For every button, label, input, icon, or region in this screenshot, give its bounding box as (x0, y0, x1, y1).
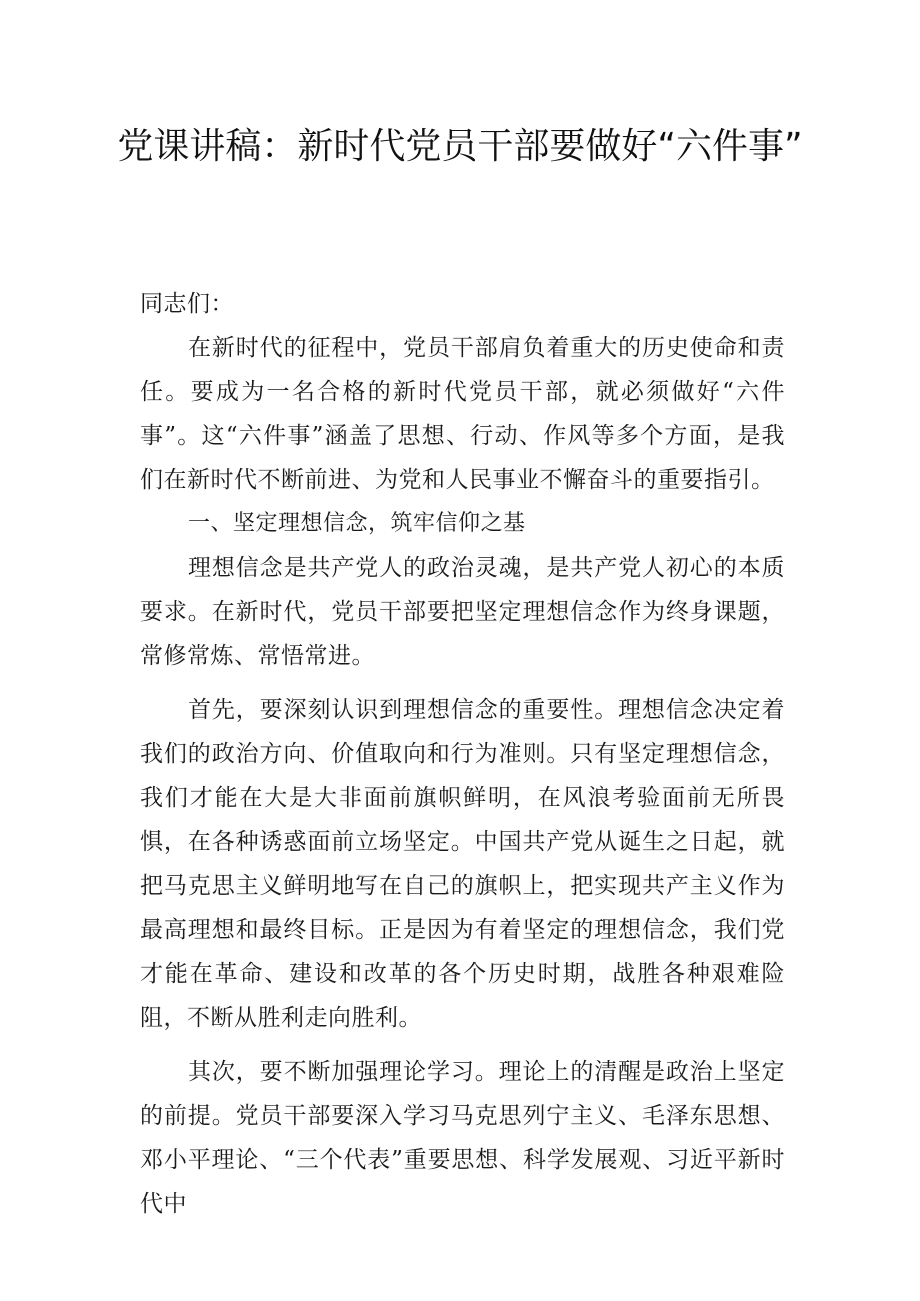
section-paragraph: 理想信念是共产党人的政治灵魂，是共产党人初心的本质要求。在新时代，党员干部要把坚定理想信念作为终身课题，常修常炼、常悟常进。 (140, 555, 785, 669)
salutation: 同志们： (140, 291, 234, 317)
section-paragraph: 其次，要不断加强理论学习。理论上的清醒是政治上坚定的前提。党员干部要深入学习马克思列宁主义、毛泽东思想、邓小平理论、“三个代表”重要思想、科学发展观、习近平新时代中 (140, 1059, 785, 1217)
intro-paragraph: 在新时代的征程中，党员干部肩负着重大的历史使命和责任。要成为一名合格的新时代党员干部，就必须做好“六件事”。这“六件事”涵盖了思想、行动、作风等多个方面，是我们在新时代不断前进、为党和人民事业不懈奋斗的重要指引。 (140, 335, 785, 493)
section-paragraph: 首先，要深刻认识到理想信念的重要性。理想信念决定着我们的政治方向、价值取向和行为准则。只有坚定理想信念，我们才能在大是大非面前旗帜鲜明，在风浪考验面前无所畏惧，在各种诱惑面前立场坚定。中国共产党从诞生之日起，就把马克思主义鲜明地写在自己的旗帜上，把实现共产主义作为最高理想和最终目标。正是因为有着坚定的理想信念，我们党才能在革命、建设和改革的各个历史时期，战胜各种艰难险阻，不断从胜利走向胜利。 (140, 697, 785, 1031)
section-heading: 一、坚定理想信念，筑牢信仰之基 (188, 511, 526, 536)
document-title: 党课讲稿：新时代党员干部要做好“六件事” (117, 126, 803, 167)
document-body (140, 282, 785, 1226)
